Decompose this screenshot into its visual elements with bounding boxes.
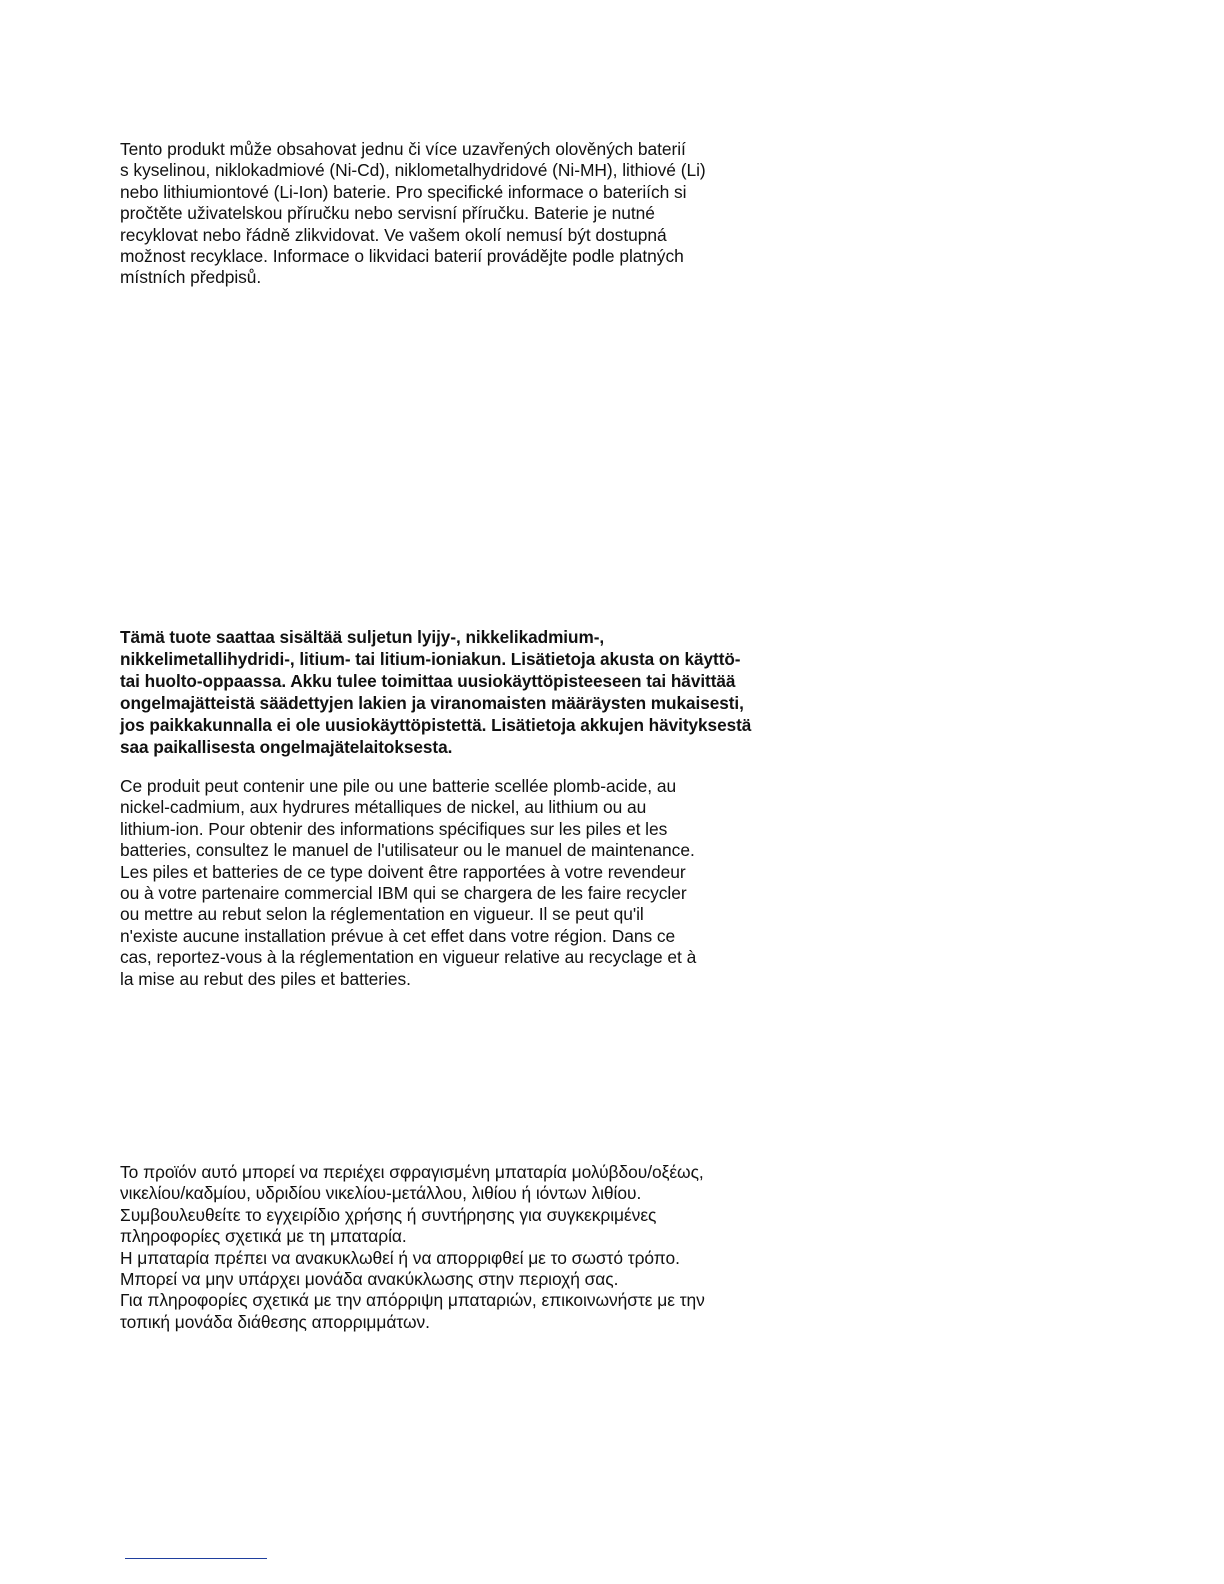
- french-line: la mise au rebut des piles et batteries.: [120, 968, 411, 989]
- czech-line: místních předpisů.: [120, 267, 262, 288]
- finnish-line: jos paikkakunnalla ei ole uusiokäyttöpistettä. Lisätietoja akkujen hävityksestä: [120, 714, 752, 735]
- french-line: ou mettre au rebut selon la réglementation en vigueur. Il se peut qu'il: [120, 904, 644, 925]
- french-line: Ce produit peut contenir une pile ou une batterie scellée plomb-acide, au: [120, 776, 677, 796]
- french-line: nickel-cadmium, aux hydrures métalliques de nickel, au lithium ou au: [120, 797, 647, 818]
- french-line: n'existe aucune installation prévue à cet effet dans votre région. Dans ce: [120, 925, 676, 946]
- french-line: ou à votre partenaire commercial IBM qui se chargera de les faire recycler: [120, 883, 687, 904]
- french-battery-notice: [120, 776, 840, 990]
- czech-battery-notice: [120, 139, 840, 289]
- finnish-line: saa paikallisesta ongelmajätelaitoksesta.: [120, 736, 453, 757]
- czech-line: pročtěte uživatelskou příručku nebo servisní příručku. Baterie je nutné: [120, 203, 655, 224]
- czech-line: nebo lithiumiontové (Li-Ion) baterie. Pro specifické informace o bateriích si: [120, 181, 687, 202]
- finnish-line: Tämä tuote saattaa sisältää suljetun lyijy-, nikkelikadmium-,: [120, 627, 605, 647]
- czech-line: s kyselinou, niklokadmiové (Ni-Cd), niklometalhydridové (Ni-MH), lithiové (Li): [120, 160, 706, 181]
- greek-line: Μπορεί να μην υπάρχει μονάδα ανακύκλωσης στην περιοχή σας.: [120, 1269, 619, 1290]
- finnish-line: nikkelimetallihydridi-, litium- tai litium-ioniakun. Lisätietoja akusta on käyttö-: [120, 648, 741, 669]
- finnish-battery-notice: [120, 627, 840, 758]
- greek-line: Για πληροφορίες σχετικά με την απόρριψη μπαταριών, επικοινωνήστε με την: [120, 1290, 705, 1311]
- french-line: lithium-ion. Pour obtenir des informations spécifiques sur les piles et les: [120, 818, 668, 839]
- greek-line: Συμβουλευθείτε το εγχειρίδιο χρήσης ή συντήρησης για συγκεκριμένες: [120, 1204, 657, 1225]
- greek-battery-notice: [120, 1162, 840, 1333]
- greek-line: Το προϊόν αυτό μπορεί να περιέχει σφραγισμένη μπαταρία μολύβδου/οξέως,: [120, 1162, 704, 1182]
- finnish-line: tai huolto-oppaassa. Akku tulee toimittaa uusiokäyttöpisteeseen tai hävittää: [120, 670, 736, 691]
- greek-line: τοπική μονάδα διάθεσης απορριμμάτων.: [120, 1311, 430, 1332]
- french-line: batteries, consultez le manuel de l'utilisateur ou le manuel de maintenance.: [120, 840, 695, 861]
- finnish-line: ongelmajätteistä säädettyjen lakien ja viranomaisten määräysten mukaisesti,: [120, 692, 744, 713]
- czech-line: recyklovat nebo řádně zlikvidovat. Ve vašem okolí nemusí být dostupná: [120, 224, 667, 245]
- french-line: cas, reportez-vous à la réglementation en vigueur relative au recyclage et à: [120, 947, 697, 968]
- greek-line: Η μπαταρία πρέπει να ανακυκλωθεί ή να απορριφθεί με το σωστό τρόπο.: [120, 1247, 680, 1268]
- greek-line: νικελίου/καδμίου, υδριδίου νικελίου-μετάλλου, λιθίου ή ιόντων λιθίου.: [120, 1183, 642, 1204]
- greek-line: πληροφορίες σχετικά με τη μπαταρία.: [120, 1226, 407, 1247]
- czech-line: Tento produkt může obsahovat jednu či více uzavřených olověných baterií: [120, 139, 686, 159]
- czech-line: možnost recyklace. Informace o likvidaci baterií provádějte podle platných: [120, 246, 684, 267]
- footnote-separator-rule: [125, 1558, 267, 1559]
- french-line: Les piles et batteries de ce type doivent être rapportées à votre revendeur: [120, 861, 686, 882]
